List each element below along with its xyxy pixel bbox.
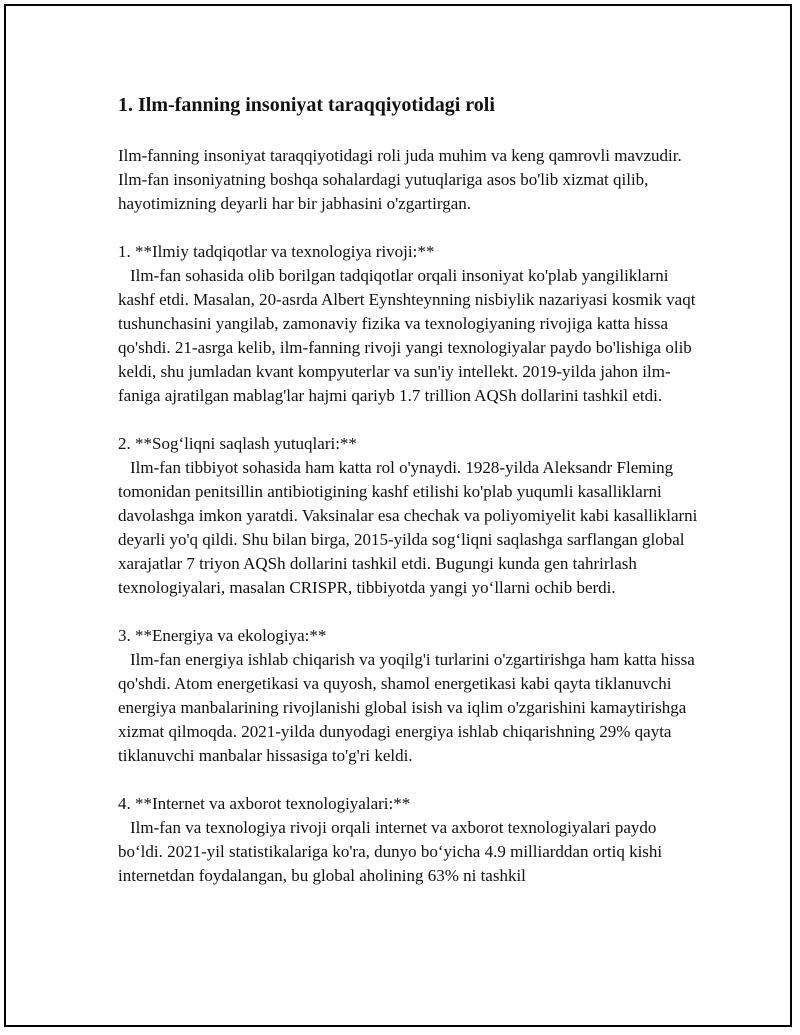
section-3	[118, 624, 698, 768]
section-heading: 4. **Internet va axborot texnologiyalari:**	[118, 794, 411, 813]
document-title: 1. Ilm-fanning insoniyat taraqqiyotidagi roli	[118, 94, 495, 116]
section-heading: 1. **Ilmiy tadqiqotlar va texnologiya rivoji:**	[118, 242, 435, 261]
section-heading: 3. **Energiya va ekologiya:**	[118, 626, 327, 645]
section-2	[118, 432, 702, 600]
section-body: Ilm-fan energiya ishlab chiqarish va yoqilg'i turlarini o'zgartirishga ham katta hissa qo'shdi. Atom energetikasi va quyosh, shamol energetikasi kabi qayta tiklanuvchi energiya manbalarining rivojlanishi global isish va iqlim o'zgarishini kamaytirishga xizmat qilmoqda. 2021-yilda dunyodagi energiya ishlab chiqarishning 29% qayta tiklanuvchi manbalar hissasiga to'g'ri keldi.	[118, 650, 700, 765]
section-heading: 2. **Sog‘liqni saqlash yutuqlari:**	[118, 434, 357, 453]
section-body: Ilm-fan sohasida olib borilgan tadqiqotlar orqali insoniyat ko'plab yangiliklarni kashf etdi. Masalan, 20-asrda Albert Eynshteynning nisbiylik nazariyasi kosmik vaqt tushunchasini yangilab, zamonaviy fizika va texnologiyaning rivojiga katta hissa qo'shdi. 21-asrga kelib, ilm-fanning rivoji yangi texnologiyalar paydo bo'lishiga olib keldi, shu jumladan kvant kompyuterlar va sun'iy intellekt. 2019-yilda jahon ilm-faniga ajratilgan mablag'lar hajmi qariyb 1.7 trillion AQSh dollarini tashkil etdi.	[118, 266, 700, 405]
section-body: Ilm-fan tibbiyot sohasida ham katta rol o'ynaydi. 1928-yilda Aleksandr Fleming tomonidan penitsillin antibiotigining kashf etilishi ko'plab yuqumli kasalliklarni davolashga imkon yaratdi. Vaksinalar esa chechak va poliyomiyelit kabi kasalliklarni deyarli yo'q qildi. Shu bilan birga, 2015-yilda sog‘liqni saqlashga sarflangan global xarajatlar 7 triyon AQSh dollarini tashkil etdi. Bugungi kunda gen tahrirlash texnologiyalari, masalan CRISPR, tibbiyotda yangi yo‘llarni ochib berdi.	[118, 458, 702, 597]
intro-paragraph: Ilm-fanning insoniyat taraqqiyotidagi roli juda muhim va keng qamrovli mavzudir. Ilm-fan insoniyatning boshqa sohalardagi yutuqlariga asos bo'lib xizmat qilib, hayotimizning deyarli har bir jabhasini o'zgartirgan.	[118, 146, 686, 213]
section-1	[118, 240, 698, 408]
document-content	[118, 92, 702, 912]
section-4	[118, 792, 698, 888]
section-body: Ilm-fan va texnologiya rivoji orqali internet va axborot texnologiyalari paydo bo‘ldi. 2021-yil statistikalariga ko'ra, dunyo bo‘yicha 4.9 milliarddan ortiq kishi internetdan foydalangan, bu global aholining 63% ni tashkil	[118, 818, 667, 885]
